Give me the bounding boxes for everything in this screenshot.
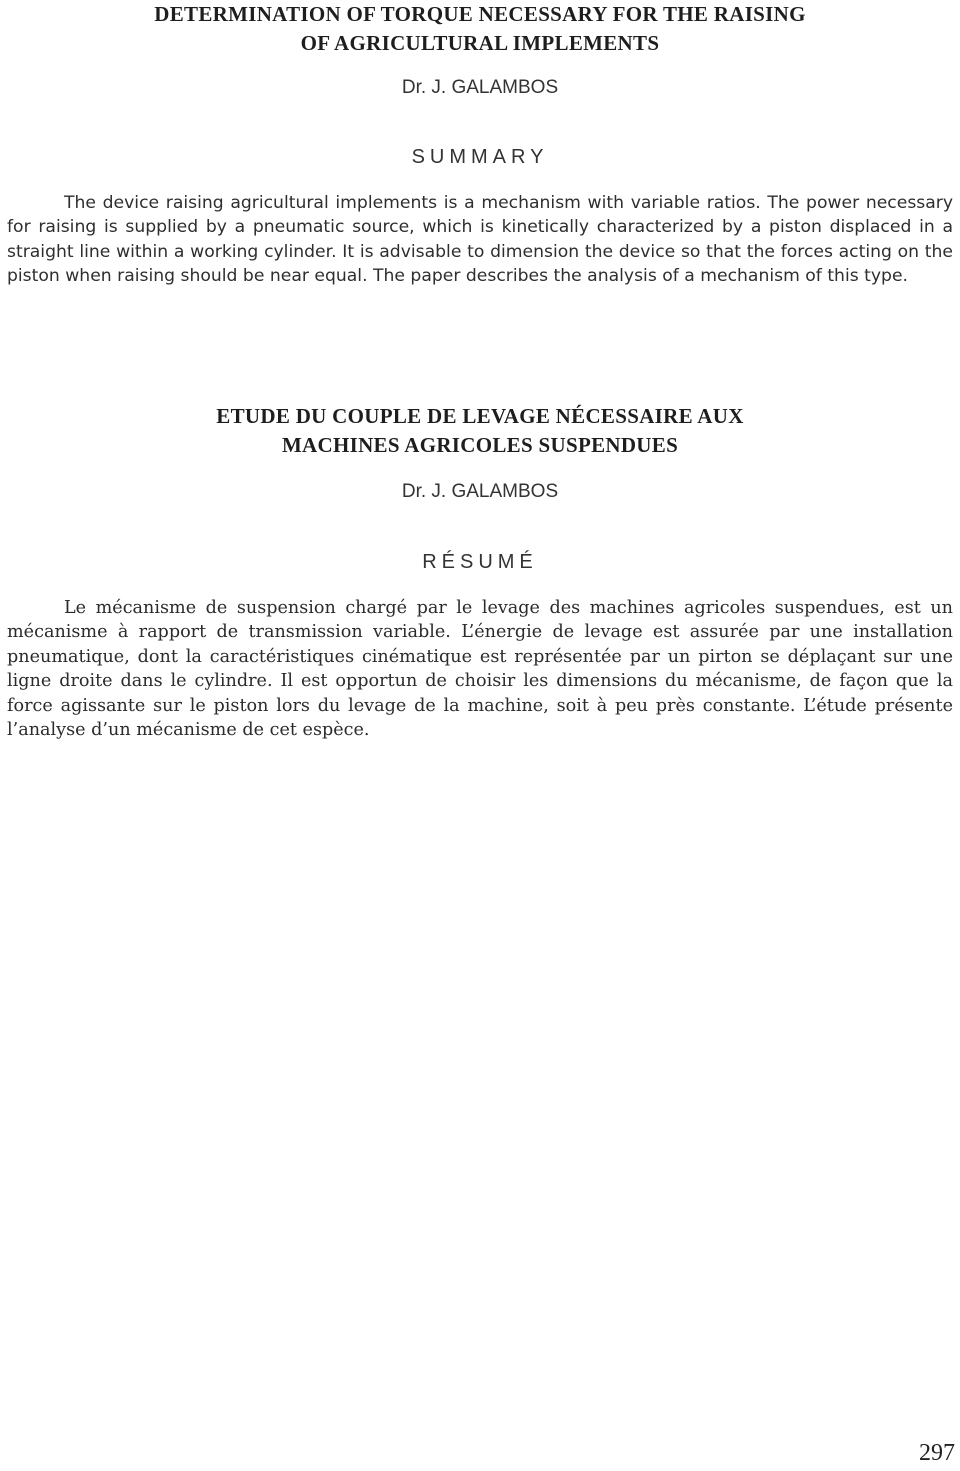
english-title-line-1: DETERMINATION OF TORQUE NECESSARY FOR THE RAISING bbox=[154, 2, 806, 26]
french-author: Dr. J. GALAMBOS bbox=[401, 481, 559, 502]
resume-heading: RÉSUMÉ bbox=[422, 551, 538, 573]
resume-paragraph: Le mécanisme de suspension chargé par le levage des machines agricoles suspendues, est un mécanisme à rapport de transmission variable. L’énergie de levage est assurée par une installation pneumatique, dont la caractéristiques cinématique est représentée par un pirton se déplaçant sur une ligne droite dans le cylindre. Il est opportun de choisir les dimensions du mécanisme, de façon que la force agissante sur le piston lors du levage de la machine, soit à peu près constante. L’étude présente l’analyse d’un mécanisme de cet espèce. bbox=[7, 598, 953, 741]
french-title-line-2: MACHINES AGRICOLES SUSPENDUES bbox=[281, 433, 679, 457]
summary-heading: SUMMARY bbox=[411, 146, 549, 168]
english-author: Dr. J. GALAMBOS bbox=[401, 77, 559, 98]
english-title-line-2: OF AGRICULTURAL IMPLEMENTS bbox=[300, 31, 660, 55]
summary-paragraph: The device raising agricultural implements is a mechanism with variable ratios. The power necessary for raising is supplied by a pneumatic source, which is kinetically characterized by a piston displaced in a straight line within a working cylinder. It is advisable to dimension the device so that the forces acting on the piston when raising should be near equal. The paper describes the analysis of a mechanism of this type. bbox=[7, 193, 953, 287]
french-title-line-1: ETUDE DU COUPLE DE LEVAGE NÉCESSAIRE AUX bbox=[216, 404, 744, 428]
page-number: 297 bbox=[919, 1440, 955, 1466]
